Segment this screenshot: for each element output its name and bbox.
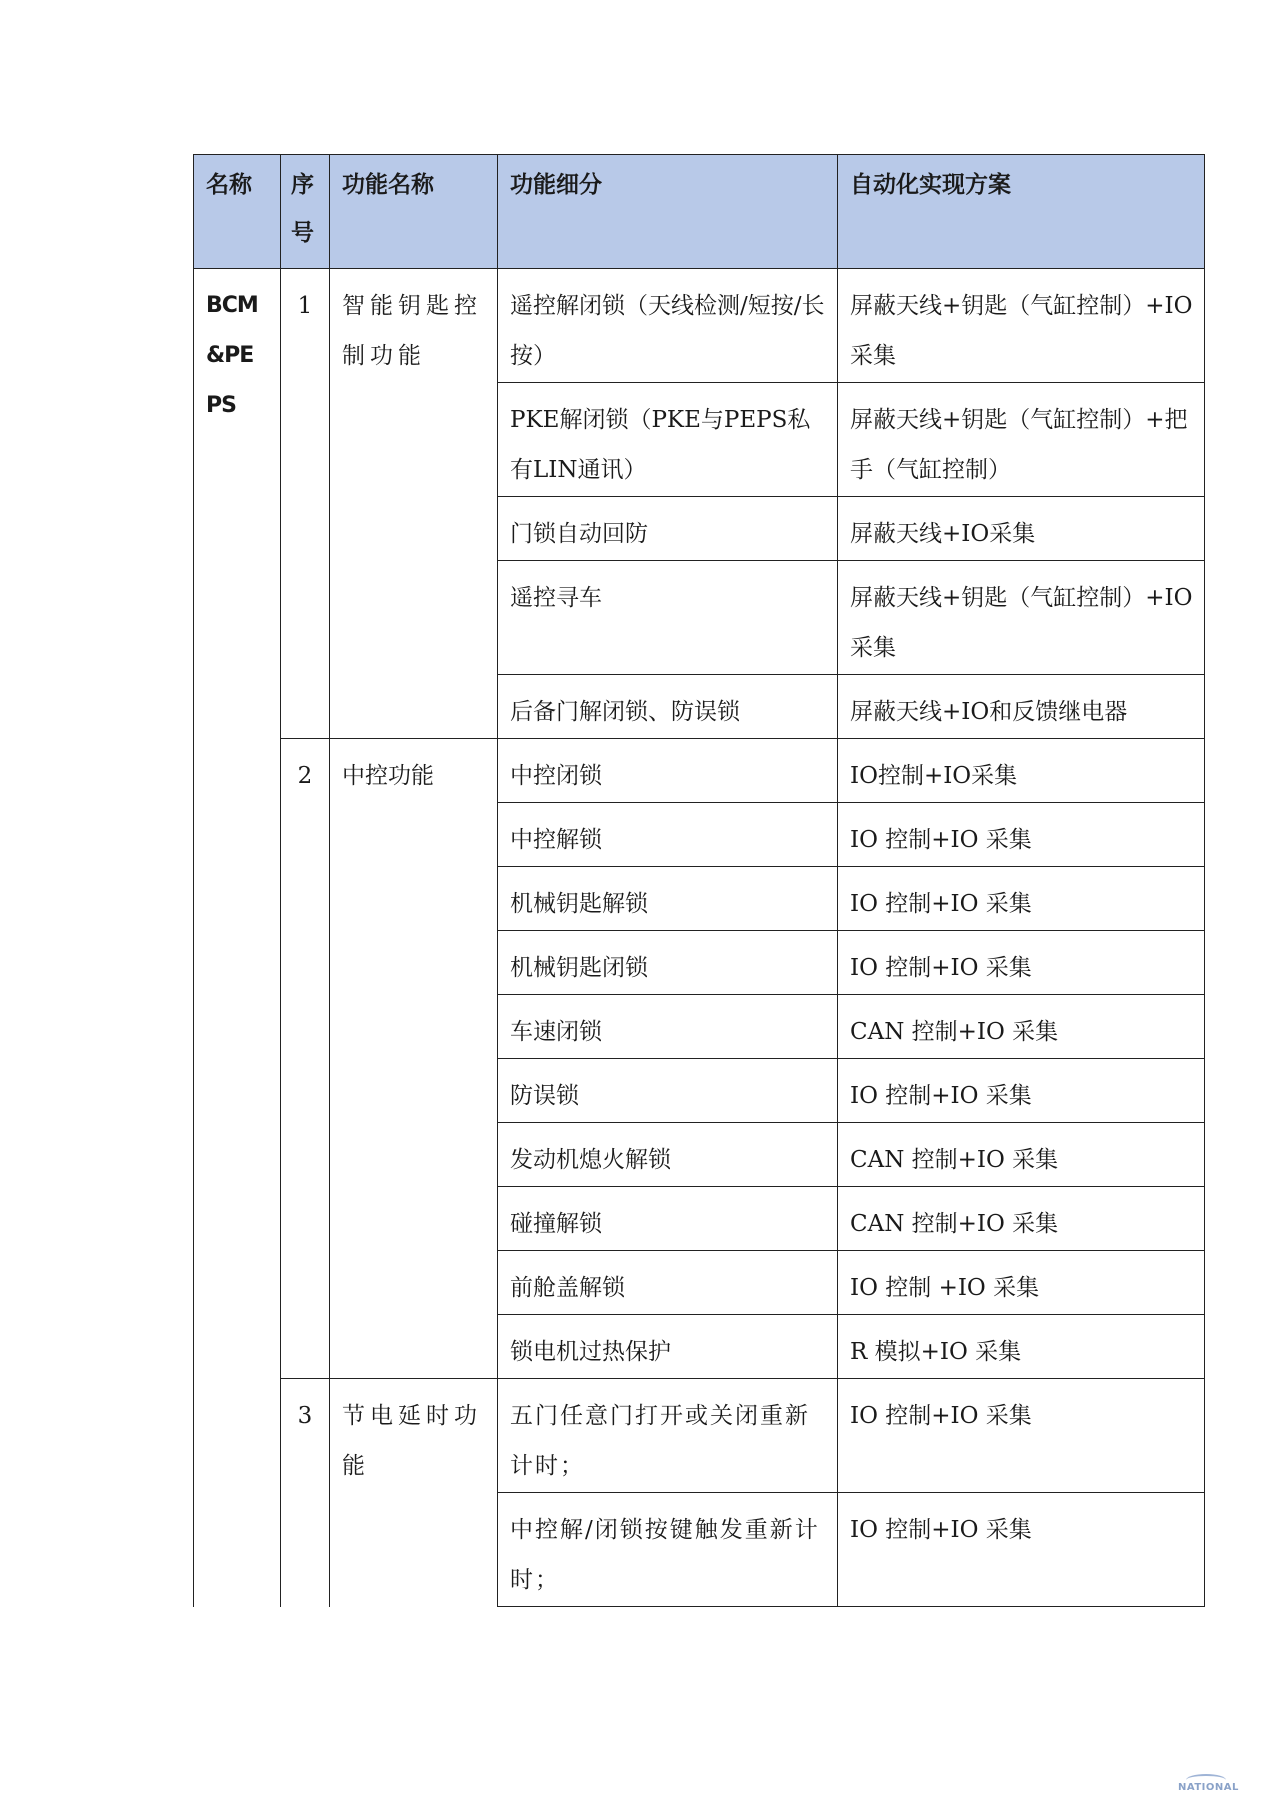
- auto-cell: CAN 控制+IO 采集: [838, 995, 1205, 1059]
- auto-cell: IO 控制+IO 采集: [838, 1379, 1205, 1493]
- auto-cell: 屏蔽天线+IO采集: [838, 497, 1205, 561]
- sub-cell: 遥控解闭锁（天线检测/短按/长按）: [498, 269, 838, 383]
- sub-cell: 门锁自动回防: [498, 497, 838, 561]
- sub-cell: 遥控寻车: [498, 561, 838, 675]
- auto-cell: CAN 控制+IO 采集: [838, 1187, 1205, 1251]
- sub-cell: 发动机熄火解锁: [498, 1123, 838, 1187]
- sub-cell: 锁电机过热保护: [498, 1315, 838, 1379]
- header-seq: [281, 155, 330, 269]
- sub-cell: 五门任意门打开或关闭重新计时；: [498, 1379, 838, 1493]
- func-cell: 中控功能: [330, 739, 498, 1379]
- auto-cell: 屏蔽天线+钥匙（气缸控制）+把手（气缸控制）: [838, 383, 1205, 497]
- auto-cell: IO控制+IO采集: [838, 739, 1205, 803]
- module-name-label: BCM&PEPS: [206, 293, 258, 418]
- auto-cell: IO 控制+IO 采集: [838, 1493, 1205, 1607]
- auto-cell: 屏蔽天线+钥匙（气缸控制）+IO采集: [838, 561, 1205, 675]
- table-header-row: [194, 155, 1205, 269]
- auto-cell: 屏蔽天线+钥匙（气缸控制）+IO采集: [838, 269, 1205, 383]
- auto-cell: IO 控制+IO 采集: [838, 1059, 1205, 1123]
- seq-cell: 2: [281, 739, 330, 1379]
- table-row: [194, 269, 1205, 383]
- seq-cell: 3: [281, 1379, 330, 1607]
- header-seq-label: 序号: [291, 172, 314, 246]
- sub-cell: 后备门解闭锁、防误锁: [498, 675, 838, 739]
- sub-cell: PKE解闭锁（PKE与PEPS私有LIN通讯）: [498, 383, 838, 497]
- table-row: [194, 739, 1205, 803]
- header-sub: 功能细分: [498, 155, 838, 269]
- header-auto: 自动化实现方案: [838, 155, 1205, 269]
- function-table: [193, 154, 1205, 1607]
- sub-cell: 中控闭锁: [498, 739, 838, 803]
- auto-cell: IO 控制 +IO 采集: [838, 1251, 1205, 1315]
- footer-logo: NATIONAL: [1178, 1782, 1239, 1793]
- header-func: 功能名称: [330, 155, 498, 269]
- sub-cell: 中控解锁: [498, 803, 838, 867]
- sub-cell: 中控解/闭锁按键触发重新计时；: [498, 1493, 838, 1607]
- auto-cell: IO 控制+IO 采集: [838, 867, 1205, 931]
- auto-cell: IO 控制+IO 采集: [838, 931, 1205, 995]
- sub-cell: 防误锁: [498, 1059, 838, 1123]
- module-name: [194, 269, 281, 1607]
- sub-cell: 机械钥匙闭锁: [498, 931, 838, 995]
- func-cell: 智能钥匙控制功能: [330, 269, 498, 739]
- auto-cell: 屏蔽天线+IO和反馈继电器: [838, 675, 1205, 739]
- auto-cell: CAN 控制+IO 采集: [838, 1123, 1205, 1187]
- sub-cell: 碰撞解锁: [498, 1187, 838, 1251]
- sub-cell: 前舱盖解锁: [498, 1251, 838, 1315]
- auto-cell: R 模拟+IO 采集: [838, 1315, 1205, 1379]
- sub-cell: 机械钥匙解锁: [498, 867, 838, 931]
- sub-cell: 车速闭锁: [498, 995, 838, 1059]
- table-row: [194, 1379, 1205, 1493]
- auto-cell: IO 控制+IO 采集: [838, 803, 1205, 867]
- header-name: 名称: [194, 155, 281, 269]
- func-cell: 节电延时功能: [330, 1379, 498, 1607]
- seq-cell: 1: [281, 269, 330, 739]
